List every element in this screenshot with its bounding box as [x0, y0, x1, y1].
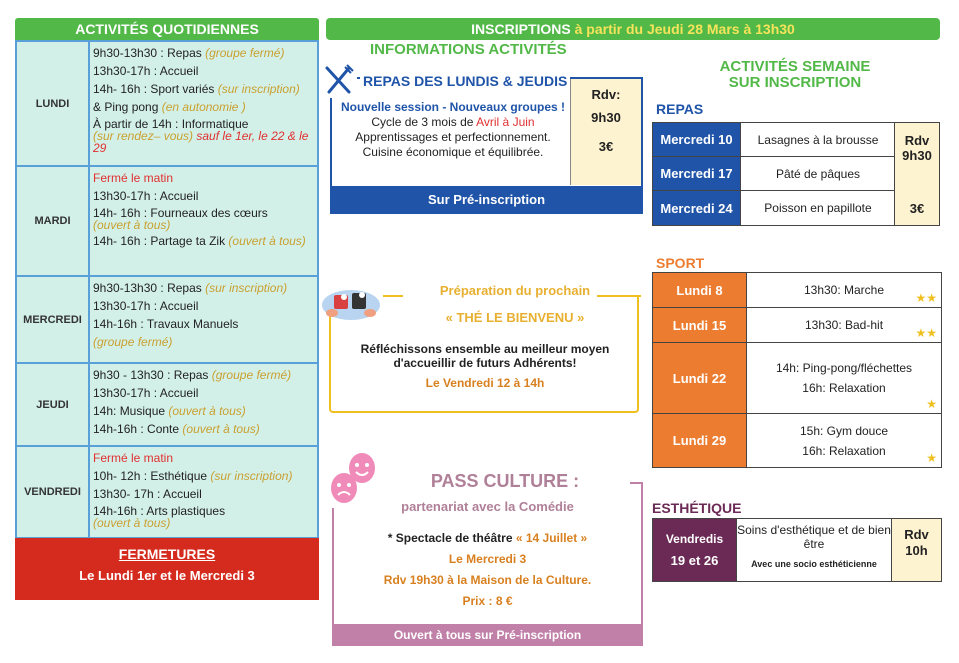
activity-note: (groupe fermé) — [205, 46, 285, 60]
repas-line: Apprentissages et perfectionnement. — [355, 130, 551, 144]
daily-schedule-table — [15, 40, 319, 539]
weekly-activities-title — [690, 59, 900, 91]
day-row-lundi — [17, 42, 317, 167]
sport-activity: 14h: Ping-pong/fléchettes — [775, 361, 913, 375]
rdv-price: 3€ — [598, 139, 614, 154]
repas-preinscription-bar: Sur Pré-inscription — [331, 186, 642, 213]
activity: 9h30-13h30 : Repas — [93, 281, 206, 295]
activity: & Ping pong — [93, 100, 162, 114]
repas-meal: Lasagnes à la brousse — [757, 132, 879, 147]
culture-date: Le Mercredi 3 — [448, 552, 527, 566]
esthetique-day — [653, 519, 737, 581]
esthetique-note: Avec une socio esthéticienne — [751, 559, 877, 569]
sport-table — [652, 272, 942, 468]
sport-row — [653, 343, 941, 414]
fork-knife-icon — [321, 62, 357, 98]
esthetique-day-line1: Vendredis — [665, 532, 724, 546]
rdv-price: 3€ — [909, 201, 925, 216]
repas-cycle-months: Avril à Juin — [476, 115, 535, 129]
esthetique-day-line2: 19 et 26 — [670, 553, 719, 568]
sport-day: Lundi 8 — [653, 273, 747, 307]
activity: 10h- 12h : Esthétique — [93, 469, 211, 483]
rdv-time: 9h30 — [591, 110, 621, 125]
day-name: MERCREDI — [17, 277, 90, 362]
activity-note: (sur inscription) — [210, 469, 293, 483]
repas-day: Mercredi 10 — [653, 123, 741, 156]
the-title-line2: « THÉ LE BIENVENU » — [445, 310, 585, 325]
esthetique-rdv-cell — [891, 519, 941, 581]
esthetique-activity: Soins d'esthétique et de bien être — [737, 523, 891, 551]
activity: 14h- 16h : Sport variés — [93, 82, 218, 96]
star-icon: ★★ — [915, 326, 937, 340]
activity: 13h30-17h : Accueil — [93, 299, 199, 313]
sport-activity: 13h30: Marche — [803, 283, 885, 297]
sport-day: Lundi 29 — [653, 414, 747, 467]
daily-activities-title: ACTIVITÉS QUOTIDIENNES — [15, 18, 319, 40]
repas-line: Cuisine économique et équilibrée. — [362, 145, 544, 159]
repas-row — [653, 157, 895, 191]
repas-rdv-cell — [894, 123, 939, 225]
rdv-label: Rdv: — [591, 87, 621, 102]
repas-info-text — [336, 100, 570, 160]
repas-session: Nouvelle session - Nouveaux groupes ! — [340, 100, 566, 114]
star-icon: ★ — [926, 397, 937, 411]
activity: 14h-16h : Arts plastiques — [93, 504, 226, 518]
repas-row — [653, 191, 895, 225]
closures-box — [15, 538, 319, 600]
activity-note: (ouvert à tous) — [182, 422, 260, 436]
the-date: Le Vendredi 12 à 14h — [425, 376, 545, 390]
activity-note: (groupe fermé) — [93, 335, 173, 349]
inscriptions-banner — [326, 18, 940, 40]
day-row-mardi — [17, 167, 317, 277]
repas-day: Mercredi 24 — [653, 191, 741, 225]
the-title — [400, 280, 630, 328]
rdv-time: 9h30 — [902, 148, 932, 163]
pass-culture-text — [340, 528, 635, 612]
repas-table — [652, 122, 940, 226]
day-name: VENDREDI — [17, 447, 90, 537]
pass-culture-title: PASS CULTURE : — [380, 471, 630, 492]
star-icon: ★★ — [915, 291, 937, 305]
the-title-line1: Préparation du prochain — [439, 283, 591, 298]
activity-note: (ouvert à tous) — [228, 234, 306, 248]
activity: 13h30-17h : Accueil — [93, 386, 199, 400]
activity: À partir de 14h : Informatique — [93, 117, 249, 131]
activity: 13h30-17h : Accueil — [93, 189, 199, 203]
star-icon: ★ — [926, 451, 937, 465]
repas-meal: Pâté de pâques — [775, 166, 861, 181]
sport-activity: 13h30: Bad-hit — [804, 318, 884, 332]
sport-row — [653, 414, 941, 467]
repas-rdv-box — [570, 79, 641, 185]
tea-cups-icon — [320, 283, 382, 323]
esthetique-section-heading: ESTHÉTIQUE — [652, 500, 742, 516]
repas-meal: Poisson en papillote — [764, 201, 872, 215]
activity: 9h30-13h30 : Repas — [93, 46, 206, 60]
activity-note: (sur inscription) — [205, 281, 288, 295]
rdv-time: 10h — [905, 543, 928, 558]
day-row-jeudi — [17, 364, 317, 447]
closures-title: FERMETURES — [118, 546, 216, 562]
activity: 13h30-17h : Accueil — [93, 64, 199, 78]
activity: 14h- 16h : Fourneaux des cœurs — [93, 206, 268, 220]
activity: 14h- 16h : Partage ta Zik — [93, 234, 229, 248]
pass-culture-subtitle: partenariat avec la Comédie — [401, 499, 574, 514]
activity: 14h-16h : Conte — [93, 422, 183, 436]
day-name: JEUDI — [17, 364, 90, 445]
activity: 14h-16h : Travaux Manuels — [93, 317, 239, 331]
repas-row — [653, 123, 895, 157]
rdv-label: Rdv — [904, 527, 929, 542]
closed-morning: Fermé le matin — [93, 451, 174, 465]
activity-note: (ouvert à tous) — [93, 516, 171, 530]
sport-row — [653, 308, 941, 343]
inscriptions-label: INSCRIPTIONS — [471, 21, 571, 37]
sport-activity: 15h: Gym douce — [799, 423, 889, 438]
activity: 13h30- 17h : Accueil — [93, 487, 202, 501]
esthetique-table — [652, 518, 942, 582]
activity-note: (groupe fermé) — [211, 368, 292, 382]
activity-note: (sur inscription) — [217, 82, 300, 96]
repas-section-heading: REPAS — [656, 101, 704, 117]
sport-day: Lundi 15 — [653, 308, 747, 342]
rdv-label: Rdv — [904, 133, 930, 148]
sport-activity: 16h: Relaxation — [802, 443, 886, 458]
repas-cycle: Cycle de 3 mois de — [371, 115, 477, 129]
inscriptions-date: à partir du Jeudi 28 Mars à 13h30 — [570, 21, 795, 37]
activity: 14h: Musique — [93, 404, 169, 418]
culture-price: Prix : 8 € — [462, 594, 513, 608]
activity-note: (ouvert à tous) — [93, 218, 171, 232]
closures-text: Le Lundi 1er et le Mercredi 3 — [79, 568, 255, 583]
sport-row — [653, 273, 941, 308]
pass-culture-bar: Ouvert à tous sur Pré-inscription — [332, 624, 643, 646]
day-name: LUNDI — [17, 42, 90, 165]
sport-section-heading: SPORT — [656, 255, 705, 271]
spectacle-name: « 14 Juillet » — [515, 531, 588, 545]
closed-morning: Fermé le matin — [93, 171, 174, 185]
repas-day: Mercredi 17 — [653, 157, 741, 190]
activity-note: (ouvert à tous) — [168, 404, 246, 418]
sport-day: Lundi 22 — [653, 343, 747, 413]
activity-exception: sauf le 1er, le 22 & le 29 — [93, 129, 309, 155]
culture-rdv: Rdv 19h30 à la Maison de la Culture. — [383, 573, 592, 587]
repas-info-title: REPAS DES LUNDIS & JEUDIS — [360, 73, 570, 89]
weekly-title-line2: SUR INSCRIPTION — [728, 74, 862, 91]
the-text: Réfléchissons ensemble au meilleur moyen d'accueillir de futurs Adhérents! — [360, 342, 610, 370]
activity-note: (sur rendez– vous) — [93, 129, 194, 143]
spectacle-label: * Spectacle de théâtre — [387, 531, 516, 545]
activity: 9h30 - 13h30 : Repas — [93, 368, 212, 382]
day-name: MARDI — [17, 167, 90, 275]
weekly-title-line1: ACTIVITÉS SEMAINE — [719, 58, 871, 75]
info-activities-title: INFORMATIONS ACTIVITÉS — [370, 41, 567, 58]
day-row-mercredi — [17, 277, 317, 364]
sport-activity: 16h: Relaxation — [802, 381, 886, 395]
activity-note: (en autonomie ) — [161, 100, 246, 114]
day-row-vendredi — [17, 447, 317, 537]
